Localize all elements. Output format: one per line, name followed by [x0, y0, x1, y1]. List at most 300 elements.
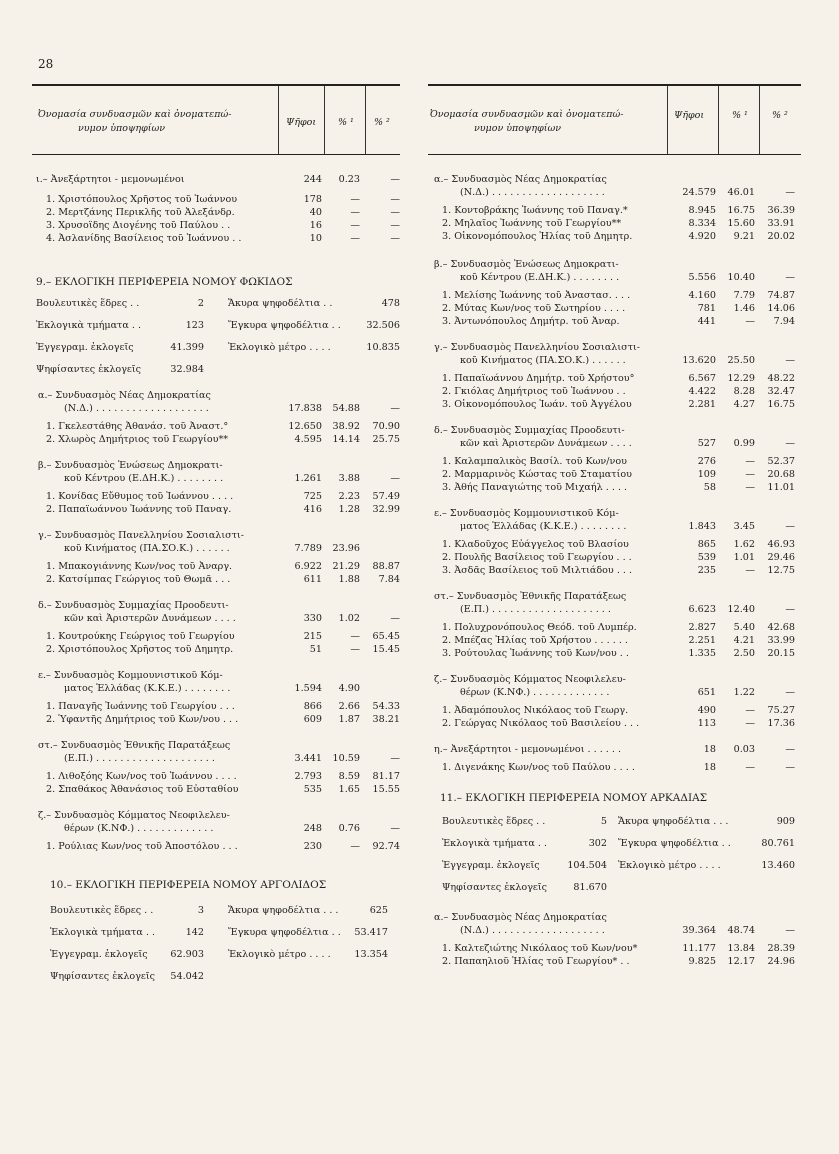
row-label: 2. Παπαηλιοῦ Ἠλίας τοῦ Γεωργίου* . .: [442, 956, 630, 967]
row-label: 3. Οἰκονομόπουλος Ἰωάν. τοῦ Ἀγγέλου: [442, 399, 632, 410]
row-pct2: 38.21: [372, 714, 400, 725]
info-label: Ψηφίσαντες ἐκλογεῖς: [442, 882, 548, 893]
candidate-row: [428, 943, 801, 956]
candidate-row: [32, 561, 400, 574]
row-votes: 10: [309, 233, 322, 244]
row-pct1: 2.23: [338, 491, 360, 502]
spacer: [428, 412, 801, 425]
row-votes: 8.945: [688, 205, 716, 216]
spacer: [32, 867, 400, 879]
party-heading: [32, 823, 400, 836]
candidate-row: [428, 718, 801, 731]
spacer: [32, 587, 400, 600]
row-pct2: 20.68: [767, 469, 795, 480]
info-value-2: 478: [381, 298, 400, 309]
row-pct2: 88.87: [372, 561, 400, 572]
district-info-row: [428, 882, 801, 904]
row-pct2: 20.02: [767, 231, 795, 242]
party-votes: 17.838: [288, 403, 322, 414]
row-pct2: 57.49: [372, 491, 400, 502]
party-pct2: —: [390, 823, 400, 834]
party-votes: 248: [303, 823, 322, 834]
party-heading: [428, 591, 801, 604]
row-pct1: —: [350, 207, 360, 218]
row-pct2: 32.99: [372, 504, 400, 515]
row-label: 2. Κατσίμπας Γεώργιος τοῦ Θωμᾶ . . .: [46, 574, 231, 585]
info-label-2: Ἄκυρα ψηφοδέλτια . .: [228, 298, 333, 309]
row-pct1: —: [745, 482, 755, 493]
row-pct2: 16.75: [767, 399, 795, 410]
party-heading: [428, 674, 801, 687]
party-pct1: 54.88: [332, 403, 360, 414]
party-title-2: θέρων (Κ.ΝΦ.) . . . . . . . . . . . . .: [64, 823, 214, 834]
party-pct2: —: [785, 521, 795, 532]
row-pct2: 92.74: [372, 841, 400, 852]
info-value-2: 13.354: [354, 949, 388, 960]
row-pct1: 14.14: [332, 434, 360, 445]
row-label: 1. Μπακογιάννης Κων/νος τοῦ Ἀναργ.: [46, 561, 233, 572]
row-label: 1. Διγενάκης Κων/νος τοῦ Παύλου . . . .: [442, 762, 635, 773]
row-pct1: 1.88: [338, 574, 360, 585]
candidate-row: [32, 714, 400, 727]
info-value: 3: [197, 905, 204, 916]
party-title-2: (Ν.Δ.) . . . . . . . . . . . . . . . . . . .: [460, 187, 605, 198]
row-label: 3. Ἀντωνόπουλος Δημήτρ. τοῦ Ἀναρ.: [442, 316, 620, 327]
left-column: [32, 84, 400, 993]
party-heading: [428, 604, 801, 617]
info-value-2: 10.835: [366, 342, 400, 353]
candidate-row: [32, 220, 400, 233]
row-pct1: 1.87: [338, 714, 360, 725]
row-label: 1. Κονίδας Εὔθυμος τοῦ Ἰωάννου . . . .: [46, 491, 234, 502]
candidate-row: [32, 644, 400, 657]
row-pct1: —: [350, 233, 360, 244]
section-title: ι.– Ἀνεξάρτητοι - μεμονωμένοι: [36, 174, 185, 185]
district-title: 9.– ΕΚΛΟΓΙΚΗ ΠΕΡΙΦΕΡΕΙΑ ΝΟΜΟΥ ΦΩΚΙΔΟΣ: [36, 276, 293, 288]
party-pct1: 23.96: [332, 543, 360, 554]
row-votes: 8.334: [688, 218, 716, 229]
row-label: 2. Μηλαῖος Ἰωάννης τοῦ Γεωργίου**: [442, 218, 622, 229]
party-title: ζ.– Συνδυασμὸς Κόμματος Νεοφιλελευ-: [38, 810, 230, 821]
header-name-2: νυμον ὑποψηφίων: [474, 123, 562, 134]
party-title-2: κοῦ Κινήματος (ΠΑ.ΣΟ.Κ.) . . . . . .: [460, 355, 626, 366]
row-label: 1. Ἀδαμόπουλος Νικόλαος τοῦ Γεωργ.: [442, 705, 629, 716]
spacer: [428, 244, 801, 259]
row-votes: 40: [309, 207, 322, 218]
row-votes: 6.567: [688, 373, 716, 384]
row-votes: 4.920: [688, 231, 716, 242]
party-title: α.– Συνδυασμὸς Νέας Δημοκρατίας: [38, 390, 211, 401]
row-pct1: 12.29: [727, 373, 755, 384]
party-heading: [428, 925, 801, 938]
row-votes: 12.650: [288, 421, 322, 432]
row-votes: 230: [303, 841, 322, 852]
row-pct1: 1.62: [733, 539, 755, 550]
info-label: Βουλευτικὲς ἕδρες . .: [442, 816, 546, 827]
row-pct2: 28.39: [767, 943, 795, 954]
spacer: [32, 657, 400, 670]
party-votes: 527: [697, 438, 716, 449]
party-title-2: κοῦ Κέντρου (Ε.ΔΗ.Κ.) . . . . . . . .: [460, 272, 620, 283]
row-pct1: —: [350, 644, 360, 655]
party-pct1: 3.88: [338, 473, 360, 484]
district-info-row: [32, 342, 400, 364]
header-pct2: % ²: [772, 110, 788, 121]
district-info-row: [32, 971, 400, 993]
info-value-2: 13.460: [761, 860, 795, 871]
spacer: [428, 904, 801, 912]
spacer: [428, 329, 801, 342]
row-label: 2. Χριστόπουλος Χρῆστος τοῦ Δημητρ.: [46, 644, 234, 655]
party-heading: [428, 355, 801, 368]
party-pct1: 25.50: [727, 355, 755, 366]
candidate-row: [428, 290, 801, 303]
row-votes: 4.422: [688, 386, 716, 397]
party-title: ε.– Συνδυασμὸς Κομμουνιστικοῦ Κόμ-: [38, 670, 223, 681]
table-header: [428, 84, 801, 155]
row-votes: 58: [703, 482, 716, 493]
header-votes: Ψῆφοι: [286, 117, 317, 128]
row-pct1: —: [745, 469, 755, 480]
row-votes: 416: [303, 504, 322, 515]
row-pct2: 33.99: [767, 635, 795, 646]
district-info-row: [428, 816, 801, 838]
party-votes: 1.594: [294, 683, 322, 694]
right-body: [428, 155, 801, 969]
spacer: [428, 661, 801, 674]
row-votes: 2.251: [688, 635, 716, 646]
header-divider: [759, 86, 760, 154]
row-pct2: 46.93: [767, 539, 795, 550]
row-votes: 235: [697, 565, 716, 576]
row-votes: 51: [309, 644, 322, 655]
row-votes: 16: [309, 220, 322, 231]
info-label: Ἐγγεγραμ. ἐκλογεῖς: [50, 949, 148, 960]
party-pct1: 10.40: [727, 272, 755, 283]
row-votes: 535: [303, 784, 322, 795]
header-pct1: % ¹: [732, 110, 748, 121]
party-pct1: 48.74: [727, 925, 755, 936]
info-value-2: 32.506: [366, 320, 400, 331]
row-votes: 4.160: [688, 290, 716, 301]
row-pct1: —: [745, 762, 755, 773]
row-votes: 6.922: [294, 561, 322, 572]
party-heading: [428, 272, 801, 285]
candidate-row: [428, 469, 801, 482]
row-label: 4. Ἀσλανίδης Βασίλειος τοῦ Ἰωάννου . .: [46, 233, 242, 244]
party-votes: 651: [697, 687, 716, 698]
party-pct2: —: [390, 753, 400, 764]
party-heading: [428, 521, 801, 534]
row-pct2: 65.45: [372, 631, 400, 642]
party-pct1: 4.90: [338, 683, 360, 694]
party-pct2: —: [785, 187, 795, 198]
candidate-row: [32, 421, 400, 434]
row-votes: 2.827: [688, 622, 716, 633]
party-heading: [32, 600, 400, 613]
header-divider: [718, 86, 719, 154]
candidate-row: [32, 771, 400, 784]
row-pct1: 8.28: [733, 386, 755, 397]
party-pct1: 10.59: [332, 753, 360, 764]
info-value: 2: [197, 298, 204, 309]
row-votes: 866: [303, 701, 322, 712]
party-title-2: (Ν.Δ.) . . . . . . . . . . . . . . . . . . .: [460, 925, 605, 936]
info-value: 62.903: [170, 949, 204, 960]
candidate-row: [428, 635, 801, 648]
info-label-2: Ἔγκυρα ψηφοδέλτια . .: [228, 927, 341, 938]
independents-heading: [32, 174, 400, 187]
row-votes: 215: [303, 631, 322, 642]
spacer: [428, 495, 801, 508]
party-title-2: (Ε.Π.) . . . . . . . . . . . . . . . . . . . .: [460, 604, 611, 615]
row-pct2: —: [390, 174, 400, 185]
candidate-row: [428, 303, 801, 316]
row-pct2: 7.94: [773, 316, 795, 327]
party-votes: 39.364: [682, 925, 716, 936]
spacer: [32, 797, 400, 810]
row-label: 1. Κουτρούκης Γεώργιος τοῦ Γεωργίου: [46, 631, 235, 642]
spacer: [32, 891, 400, 905]
row-votes: 11.177: [682, 943, 716, 954]
row-votes: 4.595: [294, 434, 322, 445]
info-label: Ἐκλογικὰ τμήματα . .: [50, 927, 156, 938]
info-label: Ἐγγεγραμ. ἐκλογεῖς: [36, 342, 134, 353]
row-pct1: —: [745, 565, 755, 576]
spacer: [428, 155, 801, 174]
row-pct1: —: [350, 841, 360, 852]
party-pct1: 12.40: [727, 604, 755, 615]
party-pct1: 1.22: [733, 687, 755, 698]
spacer: [32, 246, 400, 276]
party-title-2: θέρων (Κ.ΝΦ.) . . . . . . . . . . . . .: [460, 687, 610, 698]
spacer: [32, 517, 400, 530]
info-label-2: Ἐκλογικὸ μέτρο . . . .: [618, 860, 721, 871]
party-heading: [428, 744, 801, 757]
row-pct2: 32.47: [767, 386, 795, 397]
row-pct2: 52.37: [767, 456, 795, 467]
info-label: Ἐγγεγραμ. ἐκλογεῖς: [442, 860, 540, 871]
row-votes: 441: [697, 316, 716, 327]
info-label-2: Ἄκυρα ψηφοδέλτια . . .: [228, 905, 339, 916]
spacer: [428, 775, 801, 788]
party-title: η.– Ἀνεξάρτητοι - μεμονωμένοι . . . . . .: [434, 744, 622, 755]
row-label: 1. Μελίσης Ἰωάννης τοῦ Ἀναστασ. . . .: [442, 290, 631, 301]
party-title: β.– Συνδυασμὸς Ἐνώσεως Δημοκρατι-: [434, 259, 619, 270]
party-title: β.– Συνδυασμὸς Ἐνώσεως Δημοκρατι-: [38, 460, 223, 471]
row-label: 2. Μύτας Κων/νος τοῦ Σωτηρίου . . . .: [442, 303, 626, 314]
row-pct1: 4.21: [733, 635, 755, 646]
party-title-2: κοῦ Κινήματος (ΠΑ.ΣΟ.Κ.) . . . . . .: [64, 543, 230, 554]
row-label: 2. Παπαϊωάννου Ἰωάννης τοῦ Παναγ.: [46, 504, 232, 515]
row-label: 2. Μερτζάνης Περικλῆς τοῦ Ἀλεξάνδρ.: [46, 207, 235, 218]
party-heading: [32, 810, 400, 823]
party-votes: 18: [703, 744, 716, 755]
row-label: 2. Μαρμαρινὸς Κώστας τοῦ Σταματίου: [442, 469, 632, 480]
row-votes: 490: [697, 705, 716, 716]
page-number: 28: [38, 57, 54, 71]
row-pct2: 54.33: [372, 701, 400, 712]
row-votes: 2.793: [294, 771, 322, 782]
header-name: Ὀνομασία συνδυασμῶν καὶ ὀνοματεπώ-: [430, 109, 624, 120]
district-title: 10.– ΕΚΛΟΓΙΚΗ ΠΕΡΙΦΕΡΕΙΑ ΝΟΜΟΥ ΑΡΓΟΛΙΔΟΣ: [50, 879, 327, 891]
header-divider: [667, 86, 668, 154]
row-pct2: 36.39: [767, 205, 795, 216]
row-pct1: —: [745, 456, 755, 467]
info-value-2: 909: [776, 816, 795, 827]
row-label: 2. Γεώργας Νικόλαος τοῦ Βασιλείου . . .: [442, 718, 640, 729]
candidate-row: [428, 399, 801, 412]
district-info-row: [428, 838, 801, 860]
info-value: 41.399: [170, 342, 204, 353]
info-label-2: Ἄκυρα ψηφοδέλτια . . .: [618, 816, 729, 827]
party-heading: [428, 425, 801, 438]
candidate-row: [32, 574, 400, 587]
row-pct2: 12.75: [767, 565, 795, 576]
district-info-row: [32, 905, 400, 927]
info-value-2: 80.761: [761, 838, 795, 849]
row-votes: 109: [697, 469, 716, 480]
party-pct1: 0.76: [338, 823, 360, 834]
header-divider: [365, 86, 366, 154]
candidate-row: [32, 631, 400, 644]
party-title: δ.– Συνδυασμὸς Συμμαχίας Προοδευτι-: [434, 425, 625, 436]
row-pct2: —: [390, 233, 400, 244]
info-label: Ψηφίσαντες ἐκλογεῖς: [50, 971, 156, 982]
party-pct2: —: [785, 925, 795, 936]
row-pct1: 1.46: [733, 303, 755, 314]
party-pct2: —: [390, 473, 400, 484]
row-label: 2. Χλωρὸς Δημήτριος τοῦ Γεωργίου**: [46, 434, 229, 445]
row-pct2: 15.45: [372, 644, 400, 655]
row-votes: 113: [697, 718, 716, 729]
party-heading: [32, 530, 400, 543]
row-label: 1. Ρούλιας Κων/νος τοῦ Ἀποστόλου . . .: [46, 841, 238, 852]
header-name: Ὀνομασία συνδυασμῶν καὶ ὀνοματεπώ-: [38, 109, 232, 120]
spacer: [32, 447, 400, 460]
party-title: γ.– Συνδυασμὸς Πανελληνίου Σοσιαλιστι-: [434, 342, 641, 353]
party-pct1: 0.99: [733, 438, 755, 449]
party-pct2: —: [785, 604, 795, 615]
party-heading: [32, 613, 400, 626]
row-label: 3. Χρυσοΐδης Διογένης τοῦ Παύλου . .: [46, 220, 231, 231]
row-label: 2. Ὑφαντῆς Δημήτριος τοῦ Κων/νου . . .: [46, 714, 239, 725]
row-votes: 18: [703, 762, 716, 773]
party-heading: [428, 187, 801, 200]
row-pct2: 17.36: [767, 718, 795, 729]
header-divider: [278, 86, 279, 154]
party-pct1: 3.45: [733, 521, 755, 532]
party-title-2: κῶν καὶ Ἀριστερῶν Δυνάμεων . . . .: [64, 613, 236, 624]
row-pct2: 74.87: [767, 290, 795, 301]
party-title: γ.– Συνδυασμὸς Πανελληνίου Σοσιαλιστι-: [38, 530, 245, 541]
party-heading: [428, 438, 801, 451]
party-pct2: —: [785, 272, 795, 283]
row-votes: 611: [303, 574, 322, 585]
header-pct2: % ²: [374, 117, 390, 128]
district-title: 11.– ΕΚΛΟΓΙΚΗ ΠΕΡΙΦΕΡΕΙΑ ΝΟΜΟΥ ΑΡΚΑΔΙΑΣ: [440, 792, 708, 804]
candidate-row: [428, 316, 801, 329]
row-votes: 865: [697, 539, 716, 550]
info-label: Βουλευτικὲς ἕδρες . .: [50, 905, 154, 916]
party-heading: [32, 390, 400, 403]
row-votes: 609: [303, 714, 322, 725]
row-pct1: 2.50: [733, 648, 755, 659]
row-votes: 2.281: [688, 399, 716, 410]
party-title: α.– Συνδυασμὸς Νέας Δημοκρατίας: [434, 912, 607, 923]
row-pct1: —: [350, 194, 360, 205]
row-label: 1. Παπαϊωάννου Δημήτρ. τοῦ Χρήστου°: [442, 373, 635, 384]
info-value-2: 53.417: [354, 927, 388, 938]
district-info-row: [32, 927, 400, 949]
info-value: 81.670: [573, 882, 607, 893]
party-votes: 7.789: [294, 543, 322, 554]
party-title-2: (Ν.Δ.) . . . . . . . . . . . . . . . . . . .: [64, 403, 209, 414]
row-pct1: 4.27: [733, 399, 755, 410]
row-pct1: 21.29: [332, 561, 360, 572]
row-pct1: 15.60: [727, 218, 755, 229]
party-title: στ.– Συνδυασμὸς Ἐθνικῆς Παρατάξεως: [38, 740, 231, 751]
party-title-2: ματος Ἑλλάδας (Κ.Κ.Ε.) . . . . . . . .: [460, 521, 627, 532]
party-pct1: 0.03: [733, 744, 755, 755]
row-votes: 276: [697, 456, 716, 467]
party-heading: [32, 683, 400, 696]
row-pct2: 25.75: [372, 434, 400, 445]
candidate-row: [32, 233, 400, 246]
candidate-row: [428, 386, 801, 399]
party-heading: [428, 508, 801, 521]
row-label: 3. Ἀσδᾶς Βασίλειος τοῦ Μιλτιάδου . . .: [442, 565, 633, 576]
info-value: 123: [185, 320, 204, 331]
candidate-row: [428, 218, 801, 231]
row-pct1: —: [350, 631, 360, 642]
party-pct2: —: [785, 744, 795, 755]
row-label: 1. Λιθοξόης Κων/νος τοῦ Ἰωάννου . . . .: [46, 771, 237, 782]
party-votes: 3.441: [294, 753, 322, 764]
party-title: στ.– Συνδυασμὸς Ἐθνικῆς Παρατάξεως: [434, 591, 627, 602]
spacer: [428, 804, 801, 816]
info-label-2: Ἔγκυρα ψηφοδέλτια . .: [228, 320, 341, 331]
row-label: 1. Κλαδοῦχος Εὐάγγελος τοῦ Βλασίου: [442, 539, 629, 550]
candidate-row: [32, 434, 400, 447]
party-heading: [32, 403, 400, 416]
row-pct1: 5.40: [733, 622, 755, 633]
district-info-row: [32, 320, 400, 342]
party-pct2: —: [785, 438, 795, 449]
row-label: 1. Πολυχρονόπουλος Θεόδ. τοῦ Λυμπέρ.: [442, 622, 637, 633]
row-pct1: —: [745, 718, 755, 729]
row-label: 1. Γκελεστάθης Ἀθανάσ. τοῦ Ἀναστ.°: [46, 421, 229, 432]
row-label: 2. Σπαθάκος Ἀθανάσιος τοῦ Εὐσταθίου: [46, 784, 239, 795]
row-pct1: 13.84: [727, 943, 755, 954]
info-label-2: Ἐκλογικὸ μέτρο . . . .: [228, 342, 331, 353]
party-heading: [428, 259, 801, 272]
info-label: Ψηφίσαντες ἐκλογεῖς: [36, 364, 142, 375]
candidate-row: [428, 565, 801, 578]
candidate-row: [32, 207, 400, 220]
candidate-row: [32, 784, 400, 797]
party-votes: 1.843: [688, 521, 716, 532]
header-divider: [324, 86, 325, 154]
row-pct2: 81.17: [372, 771, 400, 782]
row-pct2: 75.27: [767, 705, 795, 716]
row-label: 2. Μπέζας Ἠλίας τοῦ Χρήστου . . . . . .: [442, 635, 628, 646]
candidate-row: [428, 762, 801, 775]
candidate-row: [32, 194, 400, 207]
row-pct1: 1.28: [338, 504, 360, 515]
party-title: ε.– Συνδυασμὸς Κομμουνιστικοῦ Κόμ-: [434, 508, 619, 519]
info-value: 142: [185, 927, 204, 938]
